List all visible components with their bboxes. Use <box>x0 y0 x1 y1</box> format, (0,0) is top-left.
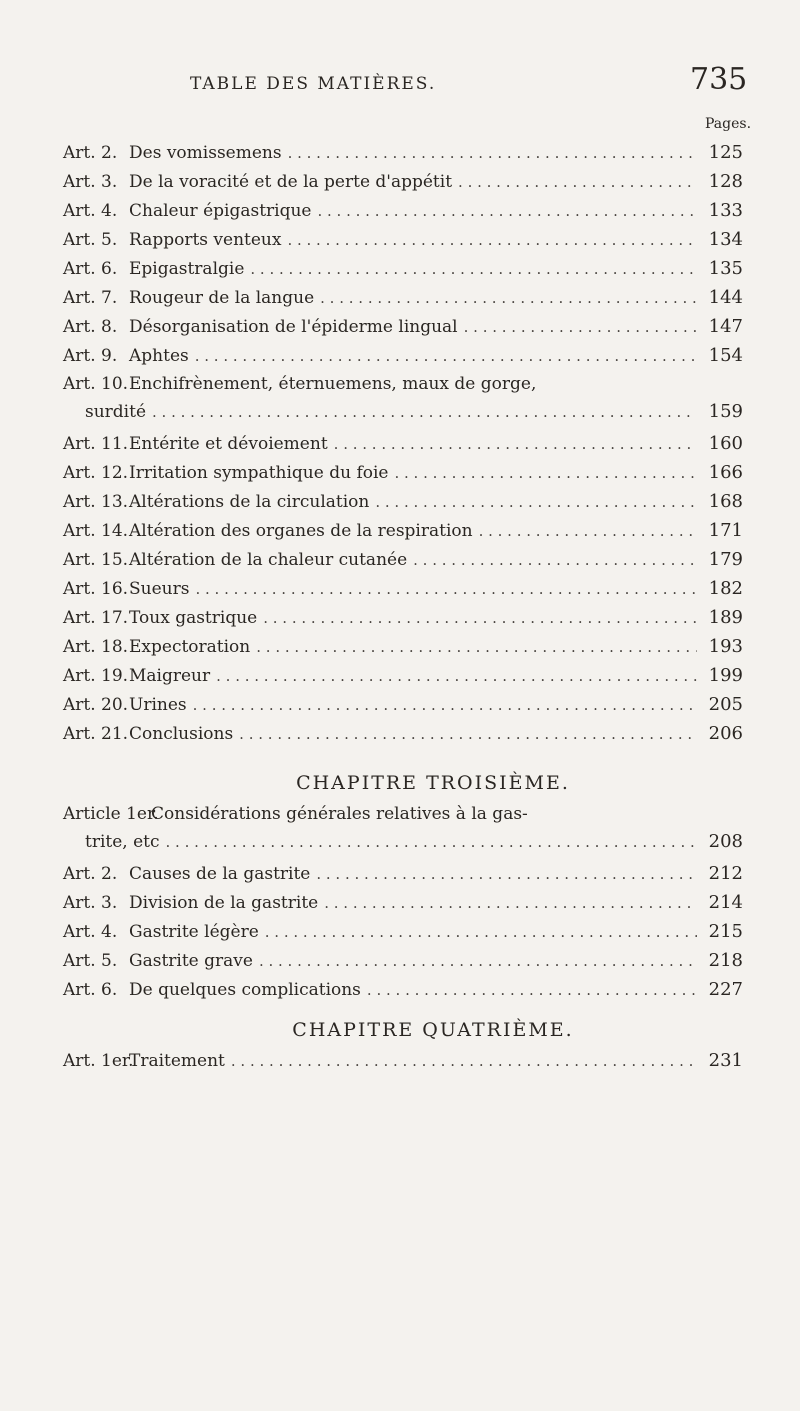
toc-entry-title: Urines <box>129 695 187 715</box>
toc-entry-page: 208 <box>708 831 743 852</box>
toc-entry <box>63 462 743 491</box>
toc-entry-title: Toux gastrique <box>129 608 258 628</box>
toc-entry-page: 154 <box>708 345 743 366</box>
dot-leader <box>324 894 697 912</box>
toc-entry-page: 231 <box>708 1050 743 1071</box>
toc-entry-title: trite, etc <box>85 832 160 852</box>
toc-entry <box>63 578 743 607</box>
toc-entry-title: Epigastralgie <box>129 259 245 279</box>
toc-entry-title: Causes de la gastrite <box>129 864 311 884</box>
toc-entry <box>63 142 743 171</box>
toc-entry-wrapped-continuation <box>63 831 743 863</box>
toc-entry-wrapped-continuation <box>63 401 743 433</box>
toc-entry-title: De la voracité et de la perte d'appétit <box>129 172 453 192</box>
toc-entry <box>63 950 743 979</box>
toc-entry <box>63 979 743 1008</box>
dot-leader <box>394 464 697 482</box>
toc-entry-title: Traitement <box>129 1051 225 1071</box>
dot-leader <box>317 202 697 220</box>
toc-entry-number: Art. 21. <box>63 724 129 744</box>
toc-entry-number: Art. 2. <box>63 143 118 163</box>
dot-leader <box>166 833 697 851</box>
toc-entry-number: Art. 19. <box>63 666 129 686</box>
dot-leader <box>259 952 697 970</box>
toc-entry <box>63 491 743 520</box>
toc-entry <box>63 863 743 892</box>
toc-entry <box>63 665 743 694</box>
dot-leader <box>479 522 697 540</box>
toc-entry-page: 199 <box>708 665 743 686</box>
toc-entry-number: Art. 12. <box>63 463 129 483</box>
dot-leader <box>250 260 697 278</box>
toc-entry-title: Gastrite légère <box>129 922 259 942</box>
dot-leader <box>256 638 697 656</box>
toc-entry-title: Division de la gastrite <box>129 893 319 913</box>
toc-entry <box>63 694 743 723</box>
toc-entry-number: Art. 8. <box>63 317 118 337</box>
toc-entry-title: Considérations générales relatives à la gas- <box>151 804 528 824</box>
dot-leader <box>216 667 697 685</box>
toc-entry-number: Art. 15. <box>63 550 129 570</box>
toc-entry-page: 144 <box>708 287 743 308</box>
toc-entry-number: Art. 10. <box>63 374 129 394</box>
toc-entry-number: Art. 3. <box>63 172 118 192</box>
toc-entry-title: De quelques complications <box>129 980 361 1000</box>
toc-entry-title: Chaleur épigastrique <box>129 201 312 221</box>
toc-entry-title: Aphtes <box>129 346 189 366</box>
toc-entry-page: 133 <box>708 200 743 221</box>
chapter-three-heading: CHAPITRE TROISIÈME. <box>296 772 570 794</box>
toc-entry-page: 215 <box>708 921 743 942</box>
toc-entry-title: Altérations de la circulation <box>129 492 370 512</box>
toc-entry-number: Art. 16. <box>63 579 129 599</box>
dot-leader <box>288 144 697 162</box>
toc-entry <box>63 229 743 258</box>
toc-entry <box>63 287 743 316</box>
table-of-contents <box>63 142 743 1079</box>
toc-entry-title: Enchifrènement, éternuemens, maux de gorge, <box>129 374 537 394</box>
toc-entry-title: Gastrite grave <box>129 951 253 971</box>
toc-entry-title: Désorganisation de l'épiderme lingual <box>129 317 458 337</box>
toc-entry <box>63 636 743 665</box>
toc-entry-page: 182 <box>708 578 743 599</box>
toc-entry-number: Art. 2. <box>63 864 118 884</box>
toc-entry-number: Art. 6. <box>63 980 118 1000</box>
toc-entry-number: Art. 11. <box>63 434 129 454</box>
toc-entry-title: Sueurs <box>129 579 190 599</box>
toc-entry-page: 193 <box>708 636 743 657</box>
dot-leader <box>193 696 697 714</box>
toc-entry-number: Art. 17. <box>63 608 129 628</box>
dot-leader <box>458 173 697 191</box>
toc-entry-page: 159 <box>708 401 743 422</box>
toc-entry <box>63 171 743 200</box>
toc-entry <box>63 345 743 374</box>
toc-entry-title: Des vomissemens <box>129 143 282 163</box>
toc-entry-number: Art. 13. <box>63 492 129 512</box>
toc-entry-page: 128 <box>708 171 743 192</box>
toc-list-chapter-four <box>63 1050 743 1079</box>
pages-column-label: Pages. <box>705 116 752 132</box>
page-number: 735 <box>690 62 748 97</box>
toc-entry-number: Art. 18. <box>63 637 129 657</box>
toc-entry-number: Article 1er. <box>63 804 159 824</box>
toc-entry-page: 166 <box>708 462 743 483</box>
toc-list-chapter-three <box>63 863 743 1008</box>
dot-leader <box>195 580 697 598</box>
toc-entry-title: Conclusions <box>129 724 234 744</box>
dot-leader <box>231 1052 697 1070</box>
toc-entry-title: Maigreur <box>129 666 211 686</box>
dot-leader <box>464 318 697 336</box>
dot-leader <box>375 493 697 511</box>
toc-entry-page: 147 <box>708 316 743 337</box>
toc-entry-page: 160 <box>708 433 743 454</box>
toc-entry-page: 171 <box>708 520 743 541</box>
dot-leader <box>287 231 697 249</box>
dot-leader <box>263 609 697 627</box>
toc-entry <box>63 258 743 287</box>
toc-entry-number: Art. 5. <box>63 230 118 250</box>
toc-entry-page: 227 <box>708 979 743 1000</box>
dot-leader <box>334 435 697 453</box>
toc-entry-number: Art. 7. <box>63 288 118 308</box>
toc-entry <box>63 921 743 950</box>
toc-entry-number: Art. 20. <box>63 695 129 715</box>
toc-entry-title: Entérite et dévoiement <box>129 434 328 454</box>
toc-entry-page: 168 <box>708 491 743 512</box>
toc-entry-page: 206 <box>708 723 743 744</box>
toc-entry <box>63 1050 743 1079</box>
toc-entry-wrapped <box>63 374 743 401</box>
toc-entry-page: 134 <box>708 229 743 250</box>
toc-entry-page: 125 <box>708 142 743 163</box>
toc-entry-number: Art. 1er. <box>63 1051 134 1071</box>
toc-entry-number: Art. 6. <box>63 259 118 279</box>
toc-entry-wrapped <box>63 804 743 831</box>
chapter-four-heading: CHAPITRE QUATRIÈME. <box>292 1019 574 1041</box>
toc-list-chapter-two-rest <box>63 433 743 752</box>
dot-leader <box>316 865 697 883</box>
toc-entry-number: Art. 9. <box>63 346 118 366</box>
toc-entry-page: 189 <box>708 607 743 628</box>
dot-leader <box>413 551 697 569</box>
toc-entry <box>63 549 743 578</box>
dot-leader <box>152 403 697 421</box>
toc-entry-page: 218 <box>708 950 743 971</box>
toc-entry-page: 212 <box>708 863 743 884</box>
toc-entry-title: Rougeur de la langue <box>129 288 315 308</box>
dot-leader <box>265 923 697 941</box>
toc-entry-title: Rapports venteux <box>129 230 282 250</box>
toc-entry-page: 179 <box>708 549 743 570</box>
toc-entry-page: 214 <box>708 892 743 913</box>
toc-entry <box>63 316 743 345</box>
dot-leader <box>320 289 697 307</box>
toc-entry-title: Altération des organes de la respiration <box>129 521 473 541</box>
toc-entry <box>63 892 743 921</box>
dot-leader <box>239 725 697 743</box>
running-head: TABLE DES MATIÈRES. <box>190 74 437 94</box>
toc-entry-page: 135 <box>708 258 743 279</box>
toc-entry-title: surdité <box>85 402 147 422</box>
toc-entry-title: Altération de la chaleur cutanée <box>129 550 408 570</box>
toc-entry-number: Art. 3. <box>63 893 118 913</box>
toc-entry-number: Art. 5. <box>63 951 118 971</box>
toc-entry <box>63 723 743 752</box>
toc-entry <box>63 200 743 229</box>
toc-list-chapter-two-end <box>63 142 743 374</box>
dot-leader <box>367 981 697 999</box>
toc-entry-title: Irritation sympathique du foie <box>129 463 389 483</box>
toc-entry-number: Art. 4. <box>63 201 118 221</box>
toc-entry-number: Art. 14. <box>63 521 129 541</box>
toc-entry-number: Art. 4. <box>63 922 118 942</box>
toc-entry-title: Expectoration <box>129 637 251 657</box>
toc-entry-page: 205 <box>708 694 743 715</box>
toc-entry <box>63 607 743 636</box>
toc-entry <box>63 433 743 462</box>
dot-leader <box>195 347 697 365</box>
toc-entry <box>63 520 743 549</box>
